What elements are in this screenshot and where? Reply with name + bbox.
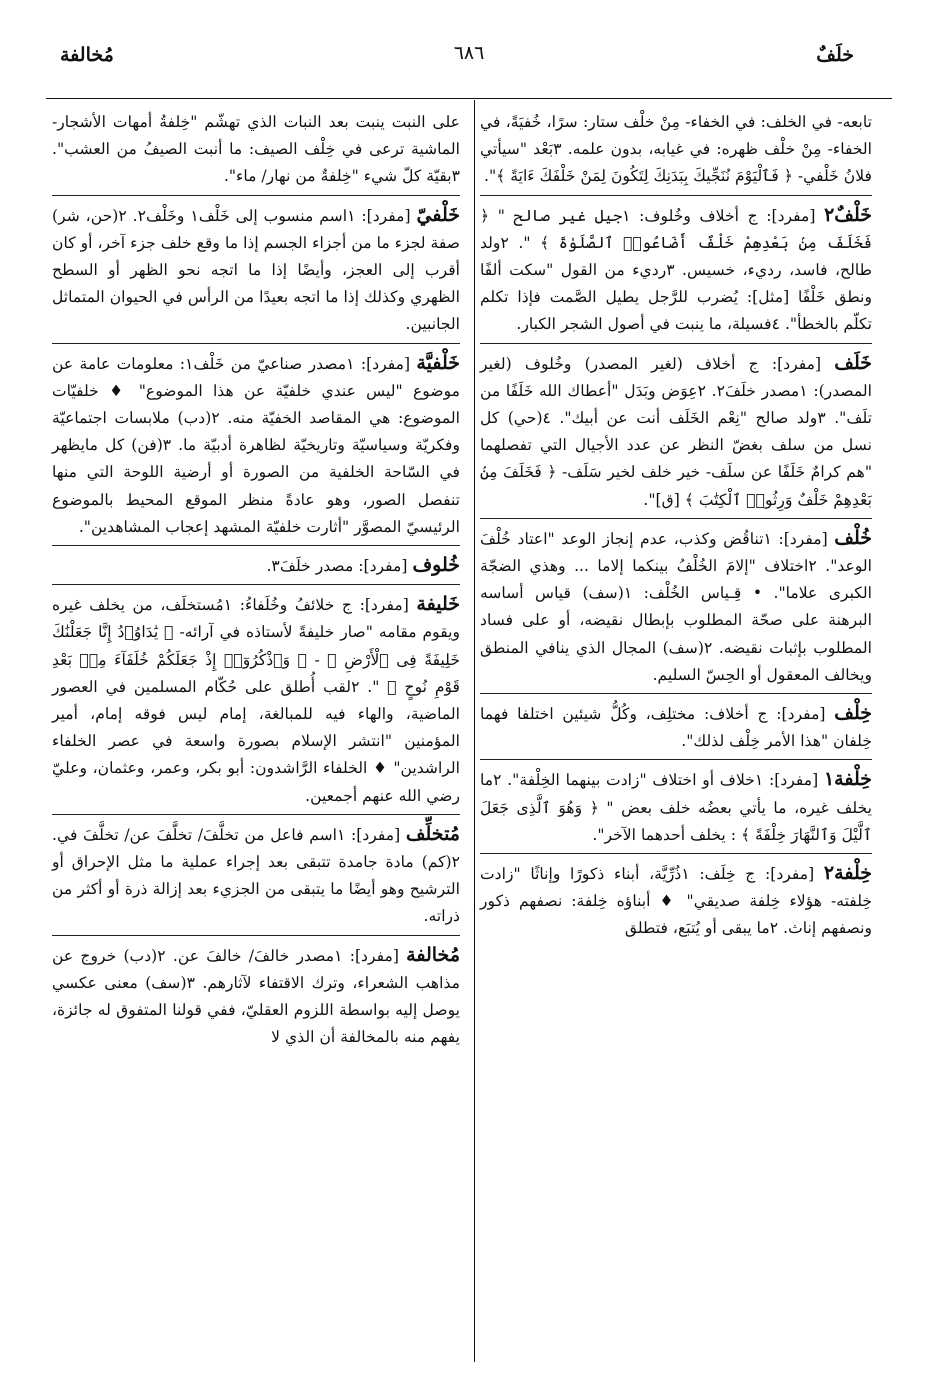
entry-headword: مُتخلِّف xyxy=(405,822,460,845)
entry-headword: خَلَف xyxy=(834,351,872,374)
entry-headword: خَلْفٌ٢ xyxy=(824,203,872,226)
entry xyxy=(480,350,872,519)
entry xyxy=(52,108,460,196)
entry-text: [مفرد]: ١اسم منسوب إلى خَلْف١ وخَلْف٢. ٢(حن، شر) صفة لجزء ما من أجزاء الجسم إذا ما وقع خلف جزء آخر، أو كان أقرب إلى العجز، وأيضًا إذا ما اتجه نحو الظهر أو السطح الظهري وكذلك إذا ما اتجه بعيدًا من الرأس في الحيوان المتماثل الجانبين. xyxy=(52,206,460,334)
entry xyxy=(480,860,872,947)
header-guide-word-right: خلَفٌ xyxy=(816,44,854,66)
entry-text: [مفرد]: ١خلاف أو اختلاف "زادت بينهما الخِلْفة". ٢ما يخلف غيره، ما يأتي بعضُه خلف بعض " ﴿ وَهُوَ ٱلَّذِى جَعَلَ ٱلَّيْلَ وَٱلنَّهَارَ خِلْفَةً ﴾ : يخلف أحدهما الآخر". xyxy=(480,771,872,844)
entry-text: [مفرد]: ج خِلَف: ١ذُرِّيَّة، أبناء ذكورًا وإناثًا "زادت خِلفته- هؤلاء خِلفة صديقي" ♦ أبناؤه خِلفة: نصفهم ذكور ونصفهم إناث. ٢ما يبقى أو يُتبَع، فتطلق xyxy=(480,865,872,938)
entry xyxy=(52,552,460,585)
entry-text: [مفرد]: ج خلائفُ وخُلَفاءُ: ١مُستخلَف، من يخلف غيره ويقوم مقامه "صار خليفةً لأستاذه في آرائه- ﴿ يَٰدَاوُۥدُ إِنَّا جَعَلْنَٰكَ خَلِيفَةً فِى ٱلْأَرْضِ ﴾ - ﴿ وَٱذْكُرُوٓا۟ إِذْ جَعَلَكُمْ خُلَفَآءَ مِنۢ بَعْدِ قَوْمِ نُوحٍ ﴾ ". ٢لقب أُطلق على حُكّام المسلمين في العصور الماضية، والهاء فيه للمبالغة، إمام ليس فوقه إمام، أمير المؤمنين "انتشر الإسلام بصورة واسعة في عصر الخلفاء الراشدين" ♦ الخلفاء الرَّاشدون: أبو بكر، وعمر، وعثمان، وعليّ رضي الله عنهم أجمعين. xyxy=(52,596,460,805)
entry-text: على النبت ينبت بعد النبات الذي تهشّم "خِلفةُ أمهات الأشجار- الماشية ترعى في خِلْف الصيف: ما أنبت الصيفُ من العشب". ٣بقيّة كلّ شيء "خِلفةٌ من نهار/ ماء". xyxy=(52,113,460,186)
entry xyxy=(480,766,872,854)
header-rule xyxy=(46,98,892,99)
left-column xyxy=(52,108,460,1062)
entry-headword: خِلْفة١ xyxy=(823,768,872,791)
entry xyxy=(52,591,460,815)
entry-text: [مفرد]: ج أخلاف (لغير المصدر) وخُلوف (لغير المصدر): ١مصدر خلَفَ٢. ٢عِوَض وبَدَل "أعطاك الله خَلَفًا من تلَف". ٣ولد صالح "نِعْم الخَلَف أنت عن أبيك". ٤(حي) كل نسل من سلف بغضّ النظر عن عدد الأجيال التي تفصلهما "هم كرامٌ خَلَفًا عن سلَف- خير خلف لخير سَلَف- ﴿ فَخَلَفَ مِنۢ بَعْدِهِمْ خَلْفٌ وَرِثُوا۟ ٱلْكِتَٰبَ ﴾ [ق]". xyxy=(480,354,872,509)
entry-headword: خَلْفيَّة xyxy=(416,351,460,374)
entry-headword: خِلْف xyxy=(834,702,872,725)
entry-text: [مفرد]: ١مصدر خالفَ/ خالفَ عن. ٢(دب) خروج عن مذاهب الشعراء، وترك الاقتفاء لآثارهم. ٣(سف) معنى عكسي يوصل إليه بواسطة اللزوم العقليّ، ففي قولنا المتفوق له جائزة، يفهم منه بالمخالفة أن الذي لا xyxy=(52,946,460,1047)
entry-headword: خُلوف xyxy=(412,554,460,577)
entry xyxy=(52,821,460,936)
right-column xyxy=(480,108,872,953)
entry-text: [مفرد]: ١تناقُض وكذب، عدم إنجاز الوعد "اعتاد خُلْفَ الوعد". ٢اختلاف "إلامَ الخُلْفُ بينكما إلاما ... وهذي الضجّة الكبرى علاما". • قِـياس الخُلْف: ١(سف) قياس أساسه البرهنة على صحّة المطلوب بإبطال نقيضه، أو على فساد المطلوب بإثبات نقيضه. ٢(سف) المجال الذي ينافي المنطق ويخالف المعقول أو الحِسّ السليم. xyxy=(480,529,873,684)
entry-headword: مُخالفة xyxy=(406,943,460,966)
entry xyxy=(52,202,460,344)
entry-text: [مفرد]: ١اسم فاعل من تخلَّفَ/ تخلَّفَ عن/ تخلَّفَ في. ٢(كم) مادة جامدة تتبقى بعد إجراء عملية ما مثل الإحراق أو الترشيح وهو أيضًا ما يتبقى من الجزيء بعد إزالة ذرة أو أكثر من ذراته. xyxy=(52,825,460,926)
entry xyxy=(52,350,460,546)
entry xyxy=(52,942,460,1056)
entry-headword: خَلْفيّ xyxy=(416,203,460,226)
entry-headword: خُلْف xyxy=(834,526,872,549)
entry xyxy=(480,700,872,760)
entry-text: [مفرد]: ج أخلاف وخُلوف: ١جيل غير صالح " ﴿ فَخَلَفَ مِنۢ بَعْدِهِمْ خَلْفٌ أَضَاعُوا۟ ٱلصَّلَوٰةَ ﴾ ". ٢ولد طالح، فاسد، رديء، خسيس. ٣رديء من القول "سكت ألفًا ونطق خَلْفًا [مثل]: يُضرب للرَّجل يطيل الصَّمت فإذا تكلم تكلّم بالخطأ". ٤فسيلة، ما ينبت في أصول الشجر الكبار. xyxy=(480,206,873,334)
entry xyxy=(480,108,872,196)
entry-text: تابعه- في الخلف: في الخفاء- مِنْ خلْف ستار: سرًا، خُفيَةً، في الخفاء- مِنْ خلْف ظهره: في غيابه، بدون علمه. ٣بَعْد "سيأتي فلانُ خَلْفي- ﴿ فَٱلْيَوْمَ نُنَجِّيكَ بِبَدَنِكَ لِتَكُونَ لِمَنْ خَلْفَكَ ءَايَةً ﴾". xyxy=(480,113,872,186)
column-divider xyxy=(474,100,475,1362)
entry-headword: خَليفة xyxy=(416,593,460,616)
entry xyxy=(480,202,872,344)
entry-text: [مفرد]: ج أخلاف: مختلِف، وكُلُّ شيئين اختلفا فهما خِلفان "هذا الأمر خِلْف لذلك". xyxy=(480,705,872,751)
entry-text: [مفرد]: مصدر خلَفَ٣. xyxy=(266,557,408,576)
entry-text: [مفرد]: ١مصدر صناعيّ من خَلْف١: معلومات عامة عن موضوع "ليس عندي خلفيّة عن هذا الموضوع" ♦ خلفيّات الموضوع: هي المقاصد الخفيّة منه. ٢(دب) ملابسات اجتماعيّة وفكريّة وسياسيّة وتاريخيّة لظاهرة أدبيّة ما. ٣(فن) كل مايظهر في السّاحة الخلفية من الصورة أو أرضية اللوحة التي منها تنفصل الصور، وهو عادةً منظر الموقع المحيط بالموضوع الرئيسيّ المصوَّر "أثارت خلفيّة المشهد إعجاب المشاهدين". xyxy=(52,354,460,536)
entry-headword: خِلْفة٢ xyxy=(823,862,872,885)
page-number: ٦٨٦ xyxy=(453,42,485,64)
entry xyxy=(480,525,872,694)
header-guide-word-left: مُخالفة xyxy=(60,44,114,66)
